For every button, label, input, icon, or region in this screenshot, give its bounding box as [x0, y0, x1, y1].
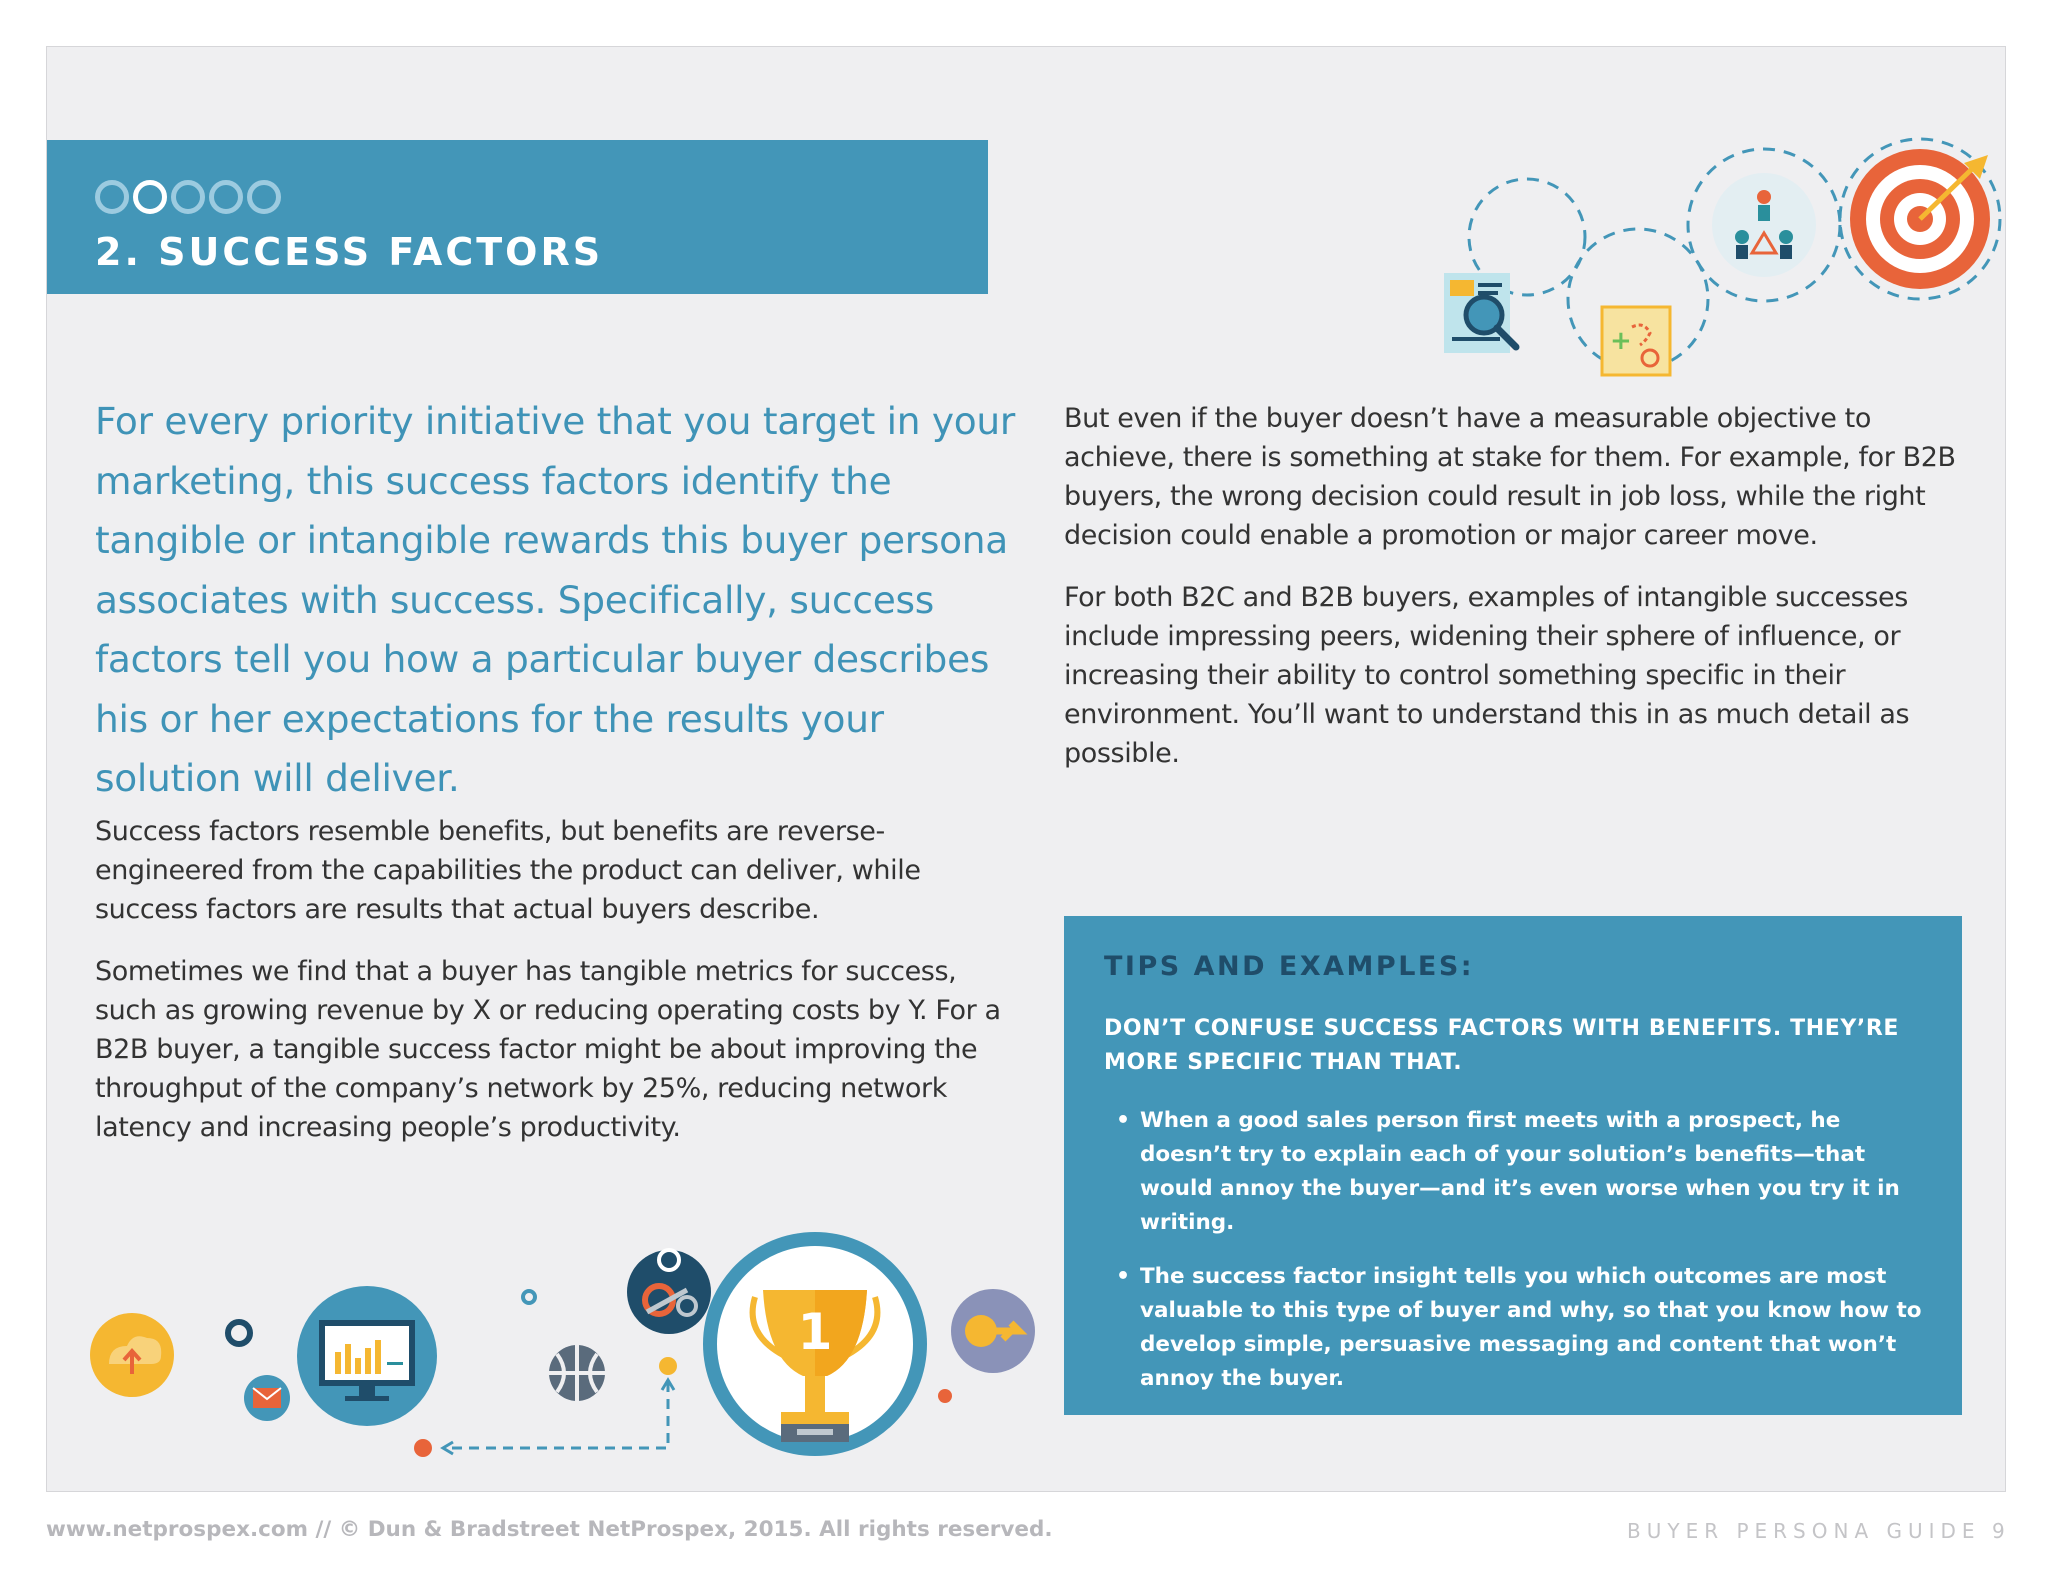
body-paragraph: Sometimes we find that a buyer has tangible metrics for success, such as growing revenue by X or reducing operating costs by Y. For a B2B buyer, a tangible success factor might be about improving the throughput of the company’s network by 25%, reducing network latency and increasing people’s productivity.	[95, 956, 1001, 1143]
left-column-body	[95, 812, 1015, 1170]
document-search-icon	[1444, 273, 1516, 353]
tips-list-item: • The success factor insight tells you which outcomes are most valuable to this type of buyer and why, so that you know how to develop simple, persuasive messaging and content that won’t annoy the buyer.	[1104, 1260, 1924, 1396]
gears-icon	[627, 1250, 711, 1334]
team-network-icon	[1712, 173, 1816, 277]
lead-paragraph: For every priority initiative that you target in your marketing, this success factors identify the tangible or intangible rewards this buyer persona associates with success. Specifically, success factors tell you how a particular buyer describes his or her expectations for the results your solution will deliver.	[95, 399, 1015, 800]
section-banner	[47, 140, 988, 294]
decorative-ring	[228, 1322, 250, 1344]
success-illustration	[87, 1202, 1047, 1487]
decorative-ring	[523, 1291, 535, 1303]
right-column-body	[1064, 399, 1984, 796]
progress-dot-3	[171, 180, 205, 214]
body-paragraph: For both B2C and B2B buyers, examples of intangible successes include impressing peers, widening their sphere of influence, or increasing their ability to control something specific in their environment. You’ll want to understand this in as much detail as possible.	[1064, 582, 1910, 769]
progress-dots	[95, 180, 281, 214]
section-title: 2. SUCCESS FACTORS	[95, 230, 604, 274]
decorative-dot	[938, 1389, 952, 1403]
dashed-path-arrow	[414, 1357, 677, 1457]
svg-text:+: +	[1610, 326, 1632, 356]
tips-list	[1104, 1104, 1924, 1416]
trophy-icon	[703, 1232, 927, 1456]
body-paragraph: But even if the buyer doesn’t have a measurable objective to achieve, there is something at stake for them. For example, for B2B buyers, the wrong decision could result in job loss, while the right decision could enable a promotion or major career move.	[1064, 403, 1956, 551]
tips-box	[1064, 916, 1962, 1415]
key-icon	[951, 1289, 1035, 1373]
process-note-icon	[1602, 307, 1670, 375]
progress-dot-2-active	[133, 180, 167, 214]
trophy-number: 1	[797, 1303, 833, 1361]
footer-guide-title: BUYER PERSONA GUIDE	[1627, 1519, 1981, 1543]
basketball-icon	[549, 1345, 605, 1401]
body-paragraph: Success factors resemble benefits, but benefits are reverse-engineered from the capabilities the product can deliver, while success factors are results that actual buyers describe.	[95, 816, 921, 925]
analytics-monitor-icon	[297, 1286, 437, 1426]
page-number: 9	[1992, 1519, 2005, 1543]
tips-list-item: • When a good sales person first meets with a prospect, he doesn’t try to explain each of your solution’s benefits—that would annoy the buyer—and it’s even worse when you try it in writing.	[1104, 1104, 1924, 1240]
tips-heading: TIPS AND EXAMPLES:	[1104, 951, 1475, 982]
email-icon	[244, 1375, 290, 1421]
target-bullseye-icon	[1850, 149, 1990, 289]
footer-copyright: www.netprospex.com // © Dun & Bradstreet NetProspex, 2015. All rights reserved.	[46, 1517, 1053, 1542]
progress-dot-4	[209, 180, 243, 214]
progress-dot-5	[247, 180, 281, 214]
tips-subheading: DON’T CONFUSE SUCCESS FACTORS WITH BENEFITS. THEY’RE MORE SPECIFIC THAN THAT.	[1104, 1016, 1900, 1075]
journey-illustration	[1392, 137, 2012, 402]
cloud-upload-icon	[90, 1313, 174, 1397]
document-page	[46, 46, 2006, 1492]
progress-dot-1	[95, 180, 129, 214]
